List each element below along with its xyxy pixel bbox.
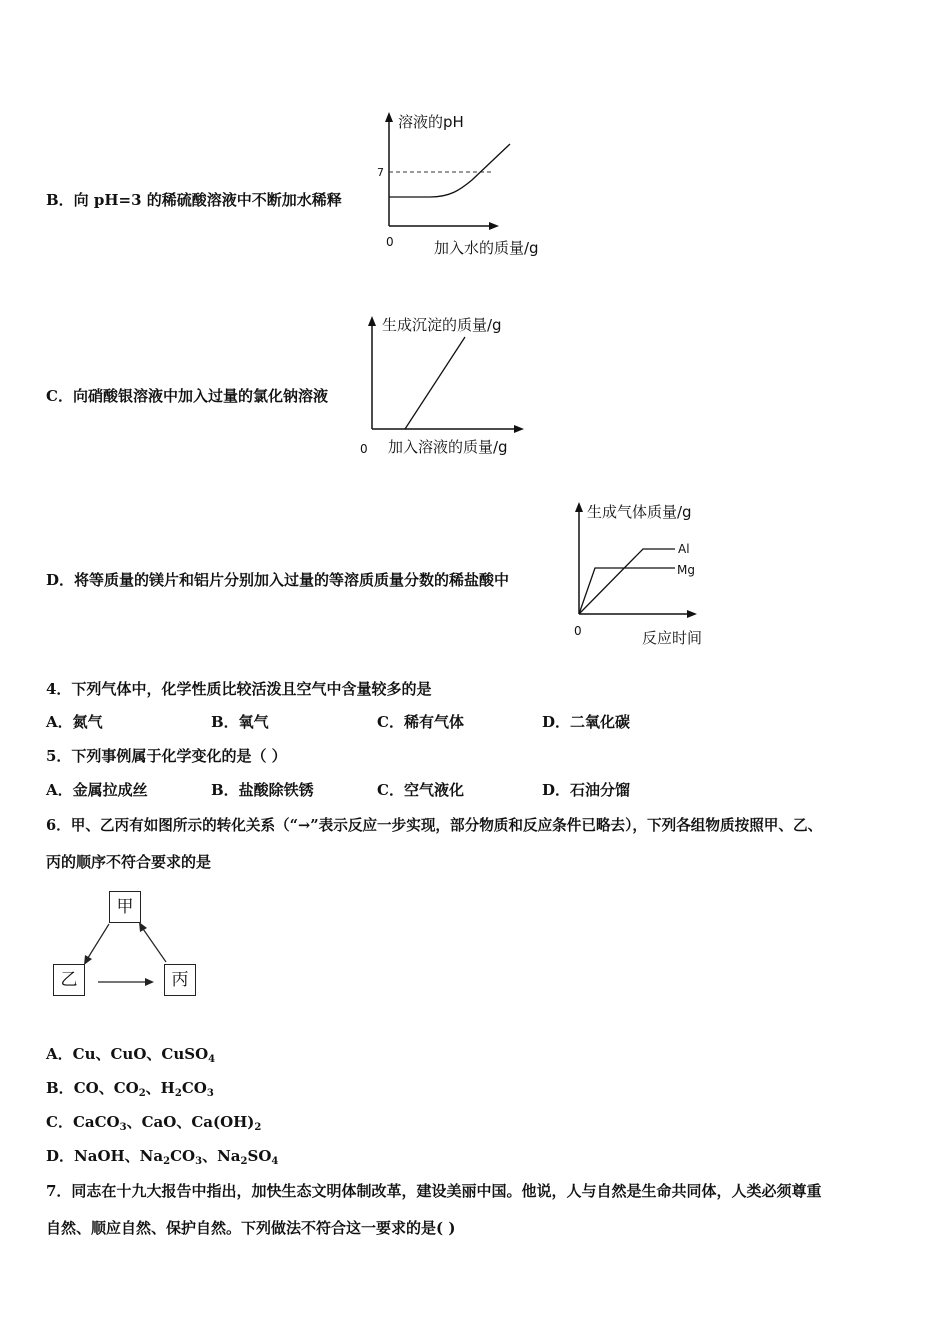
diagram-arrows	[0, 0, 250, 1000]
q5-stem: 5．下列事例属于化学变化的是（ ）	[46, 747, 287, 765]
q5-option-d: D．石油分馏	[542, 781, 631, 799]
chart-c-y-arrow	[368, 316, 376, 326]
q6-option-c: C．CaCO$_3$、CaO、$Ca(OH)_2$	[46, 1113, 262, 1133]
chart-c-line	[405, 337, 465, 429]
q4-option-b: B．氧气	[211, 713, 269, 731]
q6-option-a: A．Cu、CuO、CuSO$_4$	[46, 1045, 216, 1065]
chart-d-ylabel: 生成气体质量/g	[587, 503, 692, 521]
option-c-label: C．向硝酸银溶液中加入过量的氯化钠溶液	[46, 387, 328, 405]
chart-d	[565, 498, 735, 653]
q6-option-b: B．CO、$CO_2$、$H_2CO_3$	[46, 1079, 214, 1099]
chart-d-xlabel: 反应时间	[642, 629, 703, 647]
diagram-box-yi: 乙	[53, 964, 85, 996]
q5-option-b: B．盐酸除铁锈	[211, 781, 314, 799]
chart-b-origin: 0	[386, 235, 394, 249]
chart-b-ref-tick: 7	[377, 166, 384, 179]
diagram-box-jia: 甲	[109, 891, 141, 923]
chart-b-ylabel: 溶液的pH	[398, 113, 464, 131]
chart-d-al-line	[579, 549, 675, 614]
q4-option-a: A．氮气	[46, 713, 103, 731]
q4-option-c: C．稀有气体	[377, 713, 464, 731]
chart-c-origin: 0	[360, 442, 368, 456]
chart-d-al-label: Al	[678, 542, 690, 556]
q4-stem: 4．下列气体中，化学性质比较活泼且空气中含量较多的是	[46, 680, 432, 698]
option-d-label: D．将等质量的镁片和铝片分别加入过量的等溶质质量分数的稀盐酸中	[46, 571, 510, 589]
chart-d-mg-label: Mg	[677, 563, 695, 577]
chart-d-mg-line	[579, 568, 675, 614]
chart-b-x-arrow	[489, 222, 499, 230]
chart-c	[355, 312, 555, 462]
chart-c-x-arrow	[514, 425, 524, 433]
chart-b-xlabel: 加入水的质量/g	[434, 239, 539, 257]
chart-c-xlabel: 加入溶液的质量/g	[388, 438, 508, 456]
diagram-box-bing: 丙	[164, 964, 196, 996]
chart-b-y-arrow	[385, 112, 393, 122]
q7-stem-line2: 自然、顺应自然、保护自然。下列做法不符合这一要求的是( )	[46, 1219, 456, 1237]
chart-b-curve	[389, 144, 510, 197]
q7-stem-line1: 7．同志在十九大报告中指出，加快生态文明体制改革，建设美丽中国。他说，人与自然是生命共同体，人类必须尊重	[46, 1182, 822, 1200]
q6-option-d: D．NaOH、$Na_2CO_3$、$Na_2SO_4$	[46, 1147, 279, 1167]
q6-stem-line2: 丙的顺序不符合要求的是	[46, 853, 212, 871]
option-b-label: B．向 pH=3 的稀硫酸溶液中不断加水稀释	[46, 191, 342, 209]
q6-stem-line1: 6．甲、乙丙有如图所示的转化关系（“→”表示反应一步实现，部分物质和反应条件已略去），下列各组物质按照甲、乙、	[46, 817, 823, 834]
chart-d-origin: 0	[574, 624, 582, 638]
chart-c-ylabel: 生成沉淀的质量/g	[382, 316, 502, 334]
chart-b	[370, 108, 570, 258]
chart-d-x-arrow	[687, 610, 697, 618]
chart-d-y-arrow	[575, 502, 583, 512]
arrow-jia-to-yi	[86, 924, 109, 961]
arrow-bing-to-jia	[141, 926, 166, 962]
q4-option-d: D．二氧化碳	[542, 713, 631, 731]
q5-option-c: C．空气液化	[377, 781, 464, 799]
q5-option-a: A．金属拉成丝	[46, 781, 148, 799]
